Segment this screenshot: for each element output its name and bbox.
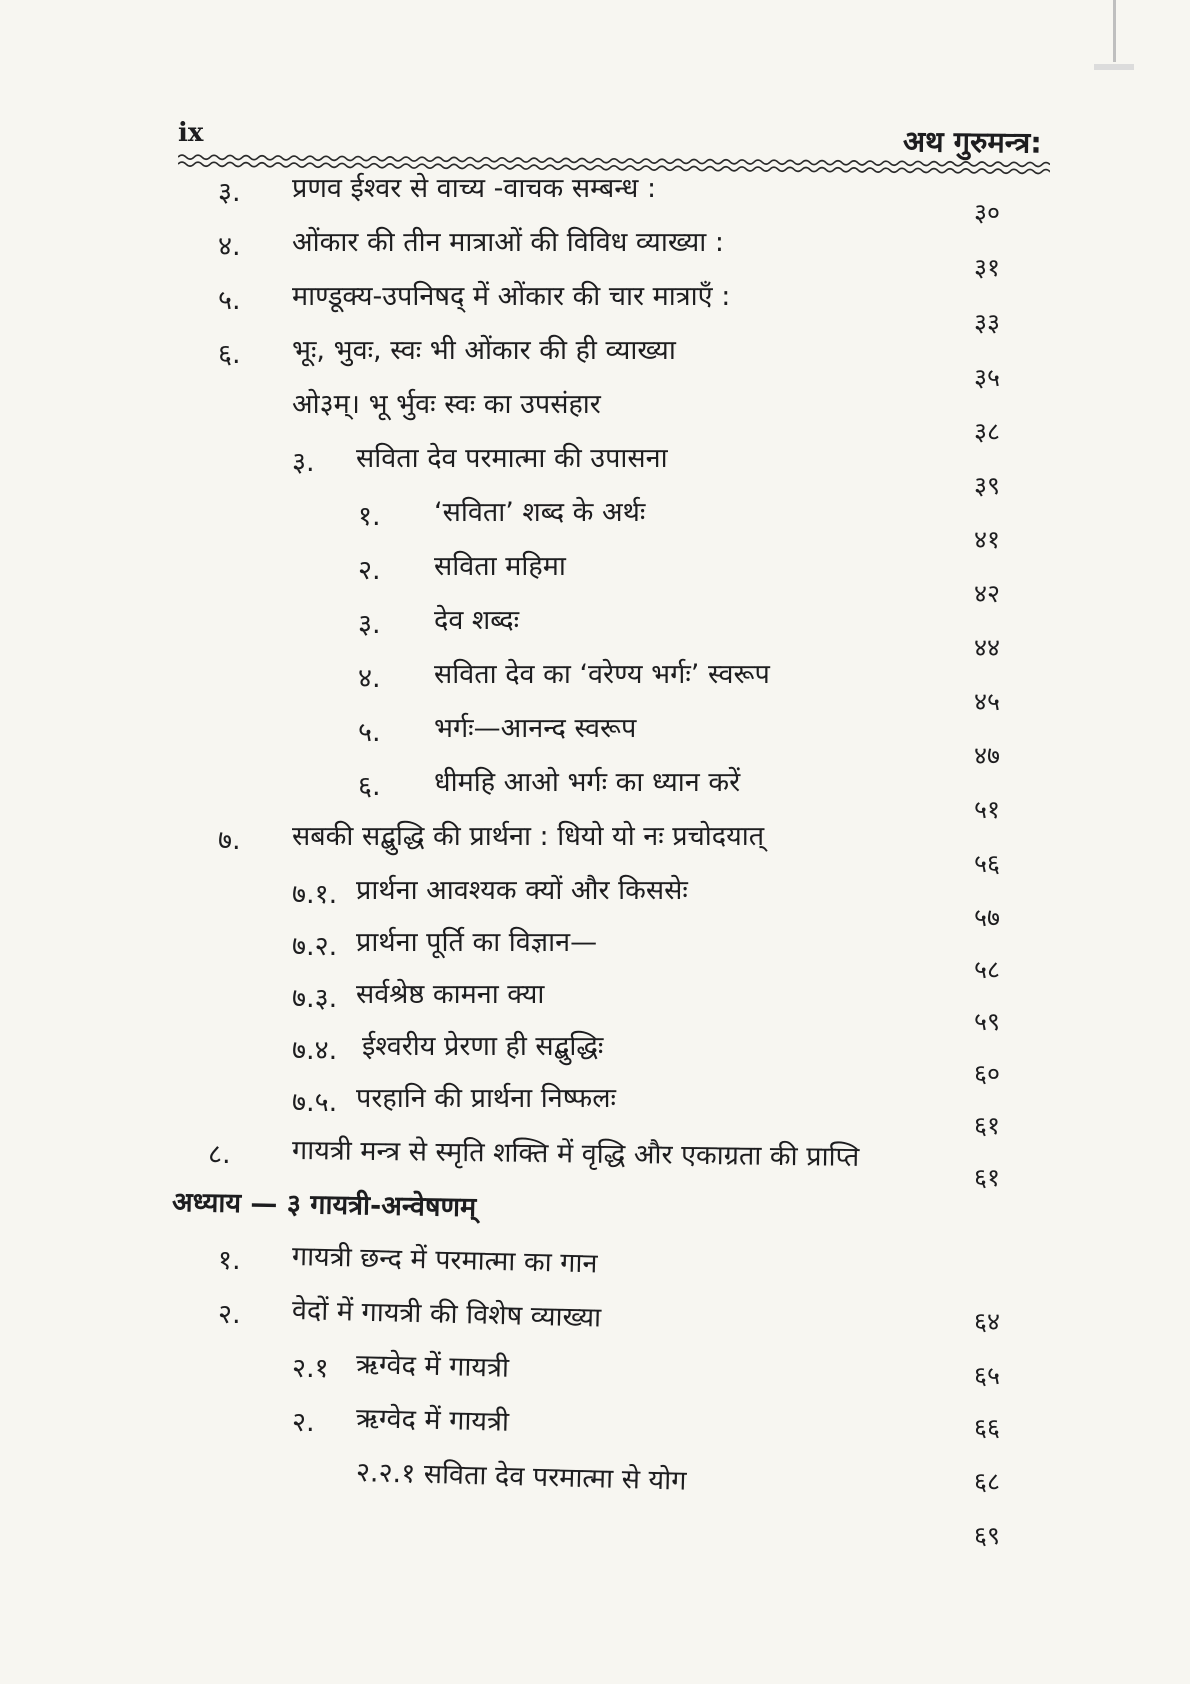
toc-entry-number: ५. [218,285,241,316]
toc-entry-number: २.१ [292,1353,329,1384]
toc-entry-number: ६. [358,771,381,802]
toc-entry-title: प्रार्थना पूर्ति का विज्ञान— [356,927,598,958]
toc-entry-number: ६. [218,339,241,370]
toc-entry-title: ओ३म्। भू र्भुवः स्वः का उपसंहार [292,389,601,420]
toc-entry-page: ५८ [973,955,1000,984]
toc-entry-page: ४१ [973,525,1000,554]
toc-entry-title: धीमहि आओ भर्गः का ध्यान करें [434,767,741,798]
toc-entry-title: भर्गः—आनन्द स्वरूप [434,713,637,744]
toc-entry-title: सविता देव का ‘वरेण्य भर्गः’ स्वरूप [434,659,770,690]
toc-entry-number: ३. [292,447,315,478]
toc-entry-title: परहानि की प्रार्थना निष्फलः [356,1083,616,1114]
toc-entry-page: ४४ [973,633,1000,662]
toc-entry-page: ३१ [973,253,1000,282]
toc-entry-title: सबकी सद्बुद्धि की प्रार्थना : धियो यो नः प्रचोदयात् [292,821,765,852]
chapter-title: अध्याय — ३ गायत्री-अन्वेषणम् [171,1187,477,1224]
toc-entry-page: ३० [973,198,1000,227]
toc-entry-page: ३८ [973,417,1000,446]
toc-entry-page: ६४ [973,1307,1000,1336]
toc-entry-title: सविता देव परमात्मा की उपासना [356,443,668,474]
toc-entry-number: ७.३. [292,983,338,1014]
toc-entry-number: ४. [218,231,241,262]
toc-entry-page: ६१ [973,1111,1000,1140]
toc-entry-number: ४. [358,663,381,694]
toc-entry-title: सविता महिमा [434,551,566,582]
toc-entry-title: सर्वश्रेष्ठ कामना क्या [356,979,545,1010]
toc-entry-number: ८. [208,1139,231,1170]
toc-entry-number: १. [358,501,381,532]
toc-entry-page: ६० [973,1059,1000,1088]
toc-entry-page: ६६ [973,1413,1000,1442]
toc-entry-number: १. [218,1245,241,1276]
toc-entry-page: ५१ [973,795,1000,824]
toc-entry-number: ७.५. [292,1087,338,1118]
toc-entry-title: २.२.१ सविता देव परमात्मा से योग [355,1457,687,1497]
toc-entry-title: ईश्वरीय प्रेरणा ही सद्बुद्धिः [362,1031,604,1062]
toc-entry-page: ३९ [973,471,1000,500]
toc-entry-number: २. [358,555,381,586]
toc-entry-title: गायत्री मन्त्र से स्मृति शक्ति में वृद्धि और एकाग्रता की प्राप्ति [291,1135,860,1173]
toc-entry-title: गायत्री छन्द में परमात्मा का गान [291,1241,598,1280]
toc-entry-title: वेदों में गायत्री की विशेष व्याख्या [291,1295,602,1334]
toc-entry-title: माण्डूक्य-उपनिषद् में ओंकार की चार मात्राएँ : [292,281,731,312]
toc-entry-page: ६५ [973,1361,1000,1390]
running-header-title: अथ गुरुमन्त्र: [902,124,1043,160]
toc-entry-number: ५. [358,717,381,748]
page-number: ix [178,118,204,148]
toc-entry-number: २. [218,1299,241,1330]
toc-entry-page: ३३ [973,308,1000,337]
toc-entry-number: ७.२. [292,931,338,962]
toc-entry-page: ५६ [973,849,1000,878]
toc-entry-title: ओंकार की तीन मात्राओं की विविध व्याख्या : [292,227,724,258]
toc-entry-number: ७.४. [292,1035,338,1066]
toc-entry-page: ६९ [973,1521,1000,1550]
toc-entry-title: ऋग्वेद में गायत्री [355,1403,510,1438]
toc-entry-page: ६८ [973,1467,1000,1496]
toc-entry-page: ५९ [973,1007,1000,1036]
toc-entry-page: ५७ [973,903,1000,932]
toc-entry-number: ३. [358,609,381,640]
toc-entry-title: देव शब्दः [434,605,520,636]
toc-entry-page: ४७ [973,741,1000,770]
toc-entry-title: ‘सविता’ शब्द के अर्थः [434,497,646,528]
toc-entry-page: ४५ [973,687,1000,716]
toc-entry-page: ६१ [973,1163,1000,1192]
toc-entry-title: भूः, भुवः, स्वः भी ओंकार की ही व्याख्या [292,335,676,366]
toc-entry-title: ऋग्वेद में गायत्री [355,1349,510,1384]
toc-entry-title: प्रणव ईश्वर से वाच्य -वाचक सम्बन्ध : [292,173,657,204]
toc-entry-number: २. [292,1407,315,1438]
toc-entry-number: ७.१. [292,879,338,910]
toc-entry-title: प्रार्थना आवश्यक क्यों और किससेः [356,875,688,906]
toc-entry-number: ३. [218,177,241,208]
toc-entry-page: ४२ [973,579,1000,608]
toc-entry-page: ३५ [973,363,1000,392]
toc-entry-number: ७. [218,825,241,856]
